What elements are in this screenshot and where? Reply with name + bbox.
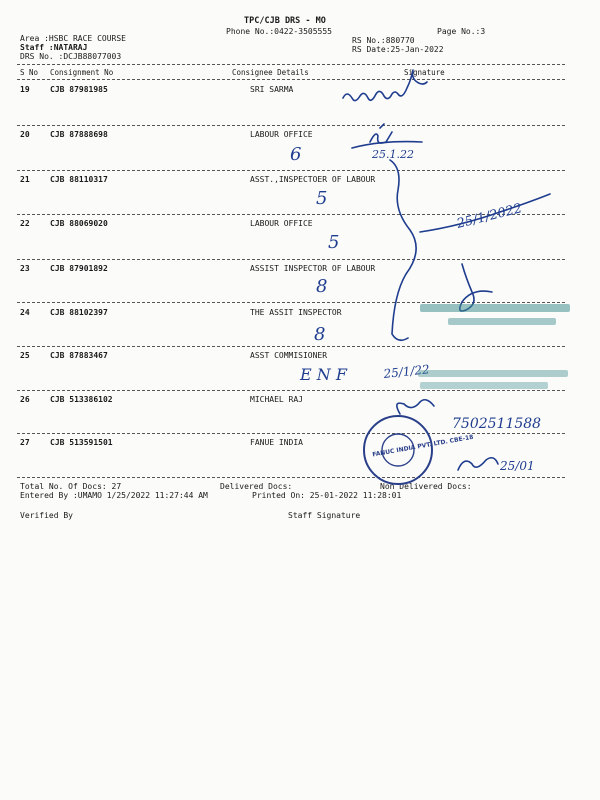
col-consignment: Consignment No [50, 68, 114, 77]
header-divider-bottom [17, 79, 565, 80]
handwritten-mark: 8 [316, 276, 328, 297]
handwritten-mark: 5 [316, 188, 328, 209]
col-signature: Signature [404, 68, 445, 77]
row-consignee: LABOUR OFFICE [250, 219, 313, 228]
row-sno: 26 [20, 395, 30, 404]
row-consignee: LABOUR OFFICE [250, 130, 313, 139]
handwritten-mark: 8 [314, 324, 326, 345]
entered-by: Entered By :UMAMO 1/25/2022 11:27:44 AM [20, 491, 208, 500]
row-divider [17, 390, 565, 391]
handwritten-date: 25.1.22 [372, 148, 414, 161]
handwritten-phone: 7502511588 [452, 416, 542, 432]
doc-title: TPC/CJB DRS - MO [244, 16, 326, 26]
row-divider [17, 302, 565, 303]
handwritten-mark: 5 [328, 232, 340, 253]
row-sno: 22 [20, 219, 30, 228]
delivered-docs: Delivered Docs: [220, 482, 293, 491]
stamp-text: FANUC INDIA PVT. LTD. CBE-18 [371, 433, 474, 459]
handwritten-date: 25/01 [500, 459, 535, 473]
row-consignment: CJB 88110317 [50, 175, 108, 184]
row-consignment: CJB 87888698 [50, 130, 108, 139]
table-row [0, 395, 600, 441]
row-sno: 21 [20, 175, 30, 184]
col-consignee: Consignee Details [232, 68, 309, 77]
col-sno: S No [20, 68, 39, 77]
row-consignment: CJB 88069020 [50, 219, 108, 228]
total-docs: Total No. Of Docs: 27 [20, 482, 122, 491]
row-divider [17, 477, 565, 478]
row-consignment: CJB 513386102 [50, 395, 113, 404]
row-consignee: SRI SARMA [250, 85, 294, 94]
row-divider [17, 433, 565, 434]
handwritten-date: 25/1/2022 [455, 201, 524, 232]
table-row [0, 264, 600, 310]
row-consignee: FANUE INDIA [250, 438, 303, 447]
row-consignment: CJB 87981985 [50, 85, 108, 94]
row-divider [17, 125, 565, 126]
row-sno: 25 [20, 351, 30, 360]
handwritten-mark: E N F [300, 365, 347, 384]
table-row [0, 308, 600, 354]
drs-number: DRS No. :DCJB88077003 [20, 52, 122, 61]
area-label: Area :HSBC RACE COURSE [20, 34, 126, 43]
row-consignment: CJB 513591501 [50, 438, 113, 447]
row-consignment: CJB 88102397 [50, 308, 108, 317]
staff-label: Staff :NATARAJ [20, 43, 88, 52]
row-divider [17, 346, 565, 347]
row-consignee: THE ASSIT INSPECTOR [250, 308, 342, 317]
handwritten-date: 25/1/22 [382, 362, 431, 381]
row-consignee: MICHAEL RAJ [250, 395, 303, 404]
header-divider-top [17, 64, 565, 65]
phone-number: Phone No.:0422-3505555 [226, 27, 332, 36]
row-sno: 23 [20, 264, 30, 273]
row-divider [17, 259, 565, 260]
row-consignee: ASST COMMISIONER [250, 351, 328, 360]
row-sno: 27 [20, 438, 30, 447]
staff-signature: Staff Signature [288, 511, 361, 520]
page-number: Page No.:3 [437, 27, 486, 36]
row-consignment: CJB 87901892 [50, 264, 108, 273]
row-divider [17, 170, 565, 171]
verified-by: Verified By [20, 511, 73, 520]
row-sno: 24 [20, 308, 30, 317]
row-sno: 19 [20, 85, 30, 94]
printed-on: Printed On: 25-01-2022 11:28:01 [252, 491, 402, 500]
non-delivered-docs: Non Delivered Docs: [380, 482, 472, 491]
rs-date: RS Date:25-Jan-2022 [352, 45, 444, 54]
row-consignment: CJB 87883467 [50, 351, 108, 360]
row-consignee: ASSIST INSPECTOR OF LABOUR [250, 264, 376, 273]
rs-number: RS No.:880770 [352, 36, 415, 45]
row-divider [17, 214, 565, 215]
handwritten-mark: 6 [290, 144, 302, 165]
row-consignee: ASST.,INSPECTOER OF LABOUR [250, 175, 376, 184]
row-sno: 20 [20, 130, 30, 139]
